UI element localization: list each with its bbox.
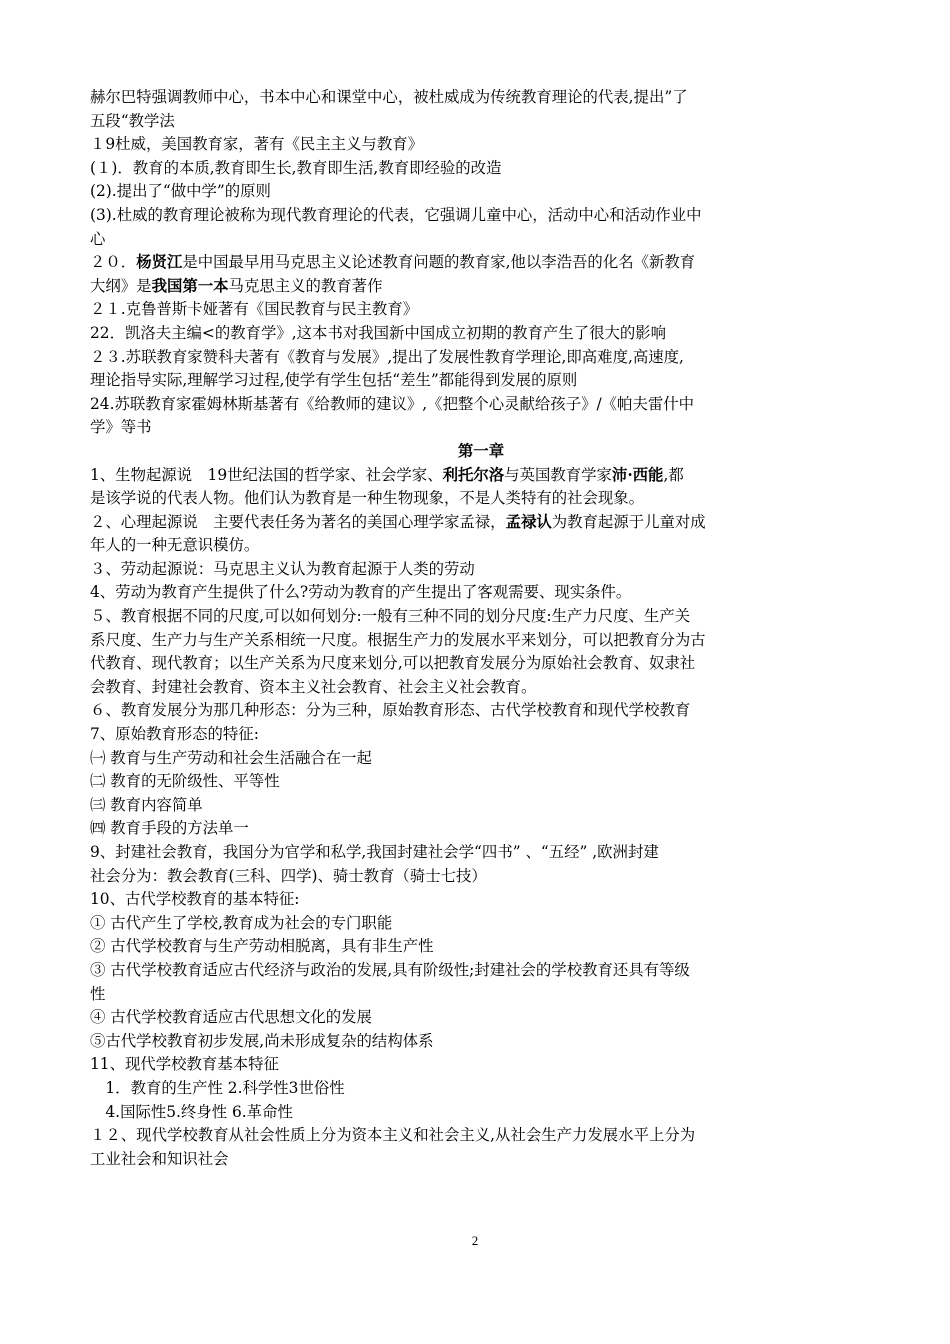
text-line: 是该学说的代表人物。他们认为教育是一种生物现象，不是人类特有的社会现象。 [90, 489, 645, 508]
bold-emphasis: 孟禄认 [505, 512, 552, 531]
text-line: ２３.苏联教育家赞科夫著有《教育与发展》,提出了发展性教育学理论,即高难度,高速度, [90, 347, 684, 366]
text-line: 4、劳动为教育产生提供了什么?劳动为教育的产生提出了客观需要、现实条件。 [90, 583, 632, 602]
text-line: 代教育、现代教育；以生产关系为尺度来划分,可以把教育发展分为原始社会教育、奴隶社 [90, 654, 696, 673]
text-line: ㈣ 教育手段的方法单一 [90, 819, 249, 838]
bold-emphasis: 杨贤江 [136, 253, 183, 272]
text-line: ㈠ 教育与生产劳动和社会生活融合在一起 [90, 748, 372, 767]
text-line: (3).杜威的教育理论被称为现代教育理论的代表，它强调儿童中心，活动中心和活动作业中 [90, 205, 702, 224]
document-body [90, 86, 872, 1171]
text-line: 10、古代学校教育的基本特征: [90, 890, 300, 909]
page-number: 2 [471, 1233, 479, 1248]
text-line: ② 古代学校教育与生产劳动相脱离，具有非生产性 [90, 937, 434, 956]
text-line: 工业社会和知识社会 [90, 1149, 229, 1168]
text-line: ④ 古代学校教育适应古代思想文化的发展 [90, 1008, 372, 1027]
text-line: 系尺度、生产力与生产关系相统一尺度。根据生产力的发展水平来划分，可以把教育分为古 [90, 630, 706, 649]
text-line: 赫尔巴特强调教师中心，书本中心和课堂中心，被杜威成为传统教育理论的代表,提出”了 [90, 88, 688, 106]
text-line: 9、封建社会教育，我国分为官学和私学,我国封建社会学“四书” 、“五经” ,欧洲封建 [90, 843, 659, 861]
bold-emphasis: 沛·西能 [611, 465, 664, 484]
text-line: 会教育、封建社会教育、资本主义社会教育、社会主义社会教育。 [90, 677, 537, 696]
text-line: ６、教育发展分为那几种形态：分为三种，原始教育形态、古代学校教育和现代学校教育 [90, 701, 691, 720]
text-line: (１)．教育的本质,教育即生长,教育即生活,教育即经验的改造 [90, 158, 502, 177]
text-line: 1、生物起源说 19世纪法国的哲学家、社会学家、利托尔洛与英国教育学家沛·西能,都 [90, 465, 684, 484]
text-line: ㈡ 教育的无阶级性、平等性 [90, 772, 280, 791]
text-line: １２、现代学校教育从社会性质上分为资本主义和社会主义,从社会生产力发展水平上分为 [90, 1126, 696, 1145]
text-line: １9杜威，美国教育家，著有《民主主义与教育》 [90, 135, 423, 154]
chapter-heading: 第一章 [457, 441, 505, 460]
text-line: 性 [90, 984, 106, 1003]
text-line: (2).提出了“做中学”的原则 [90, 182, 271, 201]
text-line: ③ 古代学校教育适应古代经济与政治的发展,具有阶级性;封建社会的学校教育还具有等级 [90, 960, 690, 979]
text-line: 理论指导实际,理解学习过程,使学有学生包括“差生”都能得到发展的原则 [90, 371, 578, 390]
text-line: 年人的一种无意识模仿。 [90, 536, 260, 555]
text-line: ３、劳动起源说：马克思主义认为教育起源于人类的劳动 [90, 559, 475, 578]
text-line: 1．教育的生产性 2.科学性3世俗性 [90, 1078, 345, 1097]
text-line: 7、原始教育形态的特征: [90, 725, 259, 744]
text-line: 大纲》是我国第一本马克思主义的教育著作 [90, 276, 383, 295]
text-line: ２１.克鲁普斯卡娅著有《国民教育与民主教育》 [90, 300, 419, 319]
text-line: ㈢ 教育内容简单 [90, 795, 203, 814]
bold-emphasis: 利托尔洛 [442, 465, 505, 484]
text-line: 学》等书 [90, 418, 152, 437]
text-line: ２０．杨贤江是中国最早用马克思主义论述教育问题的教育家,他以李浩吾的化名《新教育 [90, 253, 696, 272]
text-line: ２、心理起源说 主要代表任务为著名的美国心理学家孟禄，孟禄认为教育起源于儿童对成 [90, 512, 706, 531]
text-line: 五段“教学法 [90, 111, 175, 130]
text-line: 24.苏联教育家霍姆林斯基著有《给教师的建议》,《把整个心灵献给孩子》/《帕夫雷什中 [90, 394, 695, 413]
text-line: ⑤古代学校教育初步发展,尚未形成复杂的结构体系 [90, 1031, 434, 1050]
text-line: 心 [90, 229, 106, 248]
text-line: 社会分为：教会教育(三科、四学)、骑士教育（骑士七技） [90, 866, 487, 885]
text-line: 22．凯洛夫主编<的教育学》,这本书对我国新中国成立初期的教育产生了很大的影响 [90, 323, 667, 342]
text-line: 11、现代学校教育基本特征 [90, 1055, 279, 1074]
text-line: ① 古代产生了学校,教育成为社会的专门职能 [90, 913, 393, 932]
text-line: 4.国际性5.终身性 6.革命性 [90, 1102, 293, 1121]
bold-emphasis: 我国第一本 [151, 276, 229, 295]
text-line: ５、教育根据不同的尺度,可以如何划分:一般有三种不同的划分尺度:生产力尺度、生产关 [90, 607, 691, 626]
